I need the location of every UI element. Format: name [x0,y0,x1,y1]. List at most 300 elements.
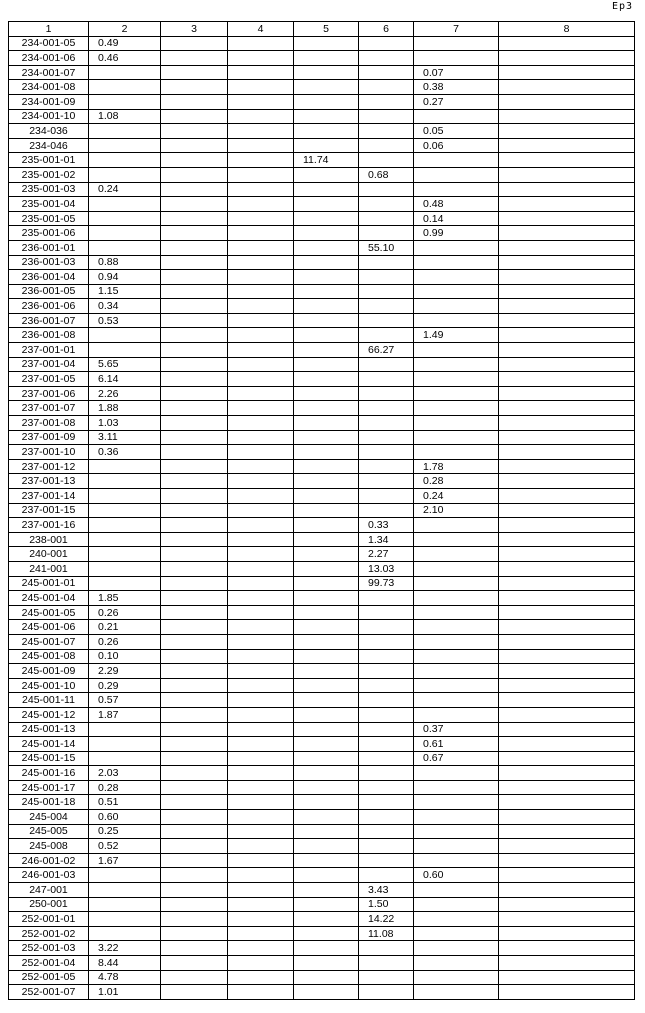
value-cell-col-7 [414,299,499,314]
value-cell-col-7 [414,518,499,533]
value-cell-col-5 [294,357,359,372]
value-cell-col-4 [228,591,294,606]
value-cell-col-4 [228,386,294,401]
value-cell-col-5 [294,503,359,518]
value-cell-col-7: 0.14 [414,211,499,226]
value-cell-col-4 [228,211,294,226]
value-cell-col-7 [414,51,499,66]
value-cell-col-3 [161,343,228,358]
value-cell-col-5 [294,810,359,825]
row-code-cell: 245-001-04 [9,591,89,606]
value-cell-col-8 [499,182,635,197]
value-cell-col-7 [414,182,499,197]
value-cell-col-6 [359,36,414,51]
value-cell-col-2: 3.22 [89,941,161,956]
row-code-cell: 235-001-05 [9,211,89,226]
value-cell-col-8 [499,124,635,139]
value-cell-col-2: 1.85 [89,591,161,606]
value-cell-col-4 [228,474,294,489]
value-cell-col-5 [294,416,359,431]
value-cell-col-4 [228,372,294,387]
table-row [9,94,635,109]
table-row [9,620,635,635]
value-cell-col-4 [228,226,294,241]
table-row [9,970,635,985]
row-code-cell: 245-001-14 [9,737,89,752]
value-cell-col-4 [228,868,294,883]
value-cell-col-3 [161,270,228,285]
value-cell-col-5 [294,766,359,781]
value-cell-col-8 [499,751,635,766]
table-row [9,780,635,795]
table-row [9,605,635,620]
value-cell-col-2: 0.10 [89,649,161,664]
value-cell-col-5 [294,430,359,445]
value-cell-col-8 [499,36,635,51]
value-cell-col-8 [499,138,635,153]
value-cell-col-7 [414,970,499,985]
value-cell-col-3 [161,182,228,197]
row-code-cell: 245-001-11 [9,693,89,708]
value-cell-col-5 [294,445,359,460]
table-row [9,153,635,168]
value-cell-col-3 [161,810,228,825]
table-row [9,883,635,898]
value-cell-col-6 [359,153,414,168]
row-code-cell: 252-001-04 [9,956,89,971]
row-code-cell: 245-001-12 [9,707,89,722]
value-cell-col-7 [414,255,499,270]
value-cell-col-4 [228,51,294,66]
value-cell-col-3 [161,226,228,241]
value-cell-col-3 [161,386,228,401]
row-code-cell: 245-001-09 [9,664,89,679]
value-cell-col-2 [89,124,161,139]
value-cell-col-5 [294,270,359,285]
value-cell-col-2 [89,240,161,255]
table-row [9,401,635,416]
value-cell-col-7 [414,153,499,168]
value-cell-col-7 [414,591,499,606]
value-cell-col-4 [228,926,294,941]
value-cell-col-7 [414,416,499,431]
value-cell-col-2 [89,561,161,576]
value-cell-col-4 [228,299,294,314]
row-code-cell: 235-001-06 [9,226,89,241]
value-cell-col-8 [499,853,635,868]
value-cell-col-5 [294,167,359,182]
value-cell-col-5 [294,532,359,547]
table-row [9,226,635,241]
value-cell-col-6 [359,839,414,854]
value-cell-col-2 [89,80,161,95]
table-row [9,299,635,314]
value-cell-col-2 [89,722,161,737]
value-cell-col-2: 0.24 [89,182,161,197]
value-cell-col-3 [161,255,228,270]
row-code-cell: 252-001-03 [9,941,89,956]
value-cell-col-4 [228,561,294,576]
value-cell-col-2: 0.88 [89,255,161,270]
value-cell-col-6 [359,591,414,606]
value-cell-col-5 [294,182,359,197]
value-cell-col-8 [499,503,635,518]
value-cell-col-4 [228,518,294,533]
value-cell-col-7 [414,678,499,693]
table-row [9,956,635,971]
value-cell-col-4 [228,401,294,416]
value-cell-col-5 [294,313,359,328]
value-cell-col-3 [161,459,228,474]
value-cell-col-5 [294,941,359,956]
value-cell-col-5 [294,518,359,533]
value-cell-col-4 [228,445,294,460]
row-code-cell: 252-001-07 [9,985,89,1000]
column-header-3: 3 [161,22,228,37]
value-cell-col-8 [499,926,635,941]
value-cell-col-2 [89,883,161,898]
value-cell-col-4 [228,970,294,985]
value-cell-col-2: 0.51 [89,795,161,810]
table-row [9,722,635,737]
value-cell-col-2: 0.94 [89,270,161,285]
value-cell-col-4 [228,503,294,518]
value-cell-col-5 [294,561,359,576]
value-cell-col-8 [499,328,635,343]
value-cell-col-8 [499,430,635,445]
value-cell-col-6: 0.33 [359,518,414,533]
value-cell-col-3 [161,722,228,737]
column-header-4: 4 [228,22,294,37]
column-header-8: 8 [499,22,635,37]
value-cell-col-8 [499,197,635,212]
table-row [9,897,635,912]
row-code-cell: 252-001-01 [9,912,89,927]
table-row [9,474,635,489]
value-cell-col-4 [228,620,294,635]
value-cell-col-4 [228,124,294,139]
value-cell-col-8 [499,707,635,722]
column-header-5: 5 [294,22,359,37]
value-cell-col-5 [294,226,359,241]
table-row [9,751,635,766]
value-cell-col-8 [499,620,635,635]
value-cell-col-3 [161,124,228,139]
value-cell-col-2 [89,94,161,109]
row-code-cell: 234-036 [9,124,89,139]
value-cell-col-8 [499,357,635,372]
value-cell-col-6 [359,853,414,868]
table-row [9,255,635,270]
value-cell-col-8 [499,737,635,752]
table-row [9,167,635,182]
value-cell-col-7 [414,620,499,635]
row-code-cell: 236-001-08 [9,328,89,343]
value-cell-col-6 [359,985,414,1000]
value-cell-col-6 [359,459,414,474]
value-cell-col-6 [359,386,414,401]
value-cell-col-3 [161,664,228,679]
value-cell-col-6 [359,941,414,956]
value-cell-col-7 [414,941,499,956]
table-row [9,737,635,752]
value-cell-col-2: 0.26 [89,634,161,649]
table-row [9,109,635,124]
value-cell-col-2: 1.08 [89,109,161,124]
value-cell-col-6 [359,197,414,212]
row-code-cell: 245-001-16 [9,766,89,781]
value-cell-col-4 [228,649,294,664]
value-cell-col-5 [294,751,359,766]
value-cell-col-7: 0.67 [414,751,499,766]
value-cell-col-7 [414,547,499,562]
row-code-cell: 237-001-09 [9,430,89,445]
value-cell-col-4 [228,605,294,620]
row-code-cell: 236-001-05 [9,284,89,299]
value-cell-col-5 [294,722,359,737]
table-row [9,693,635,708]
value-cell-col-5 [294,795,359,810]
value-cell-col-7: 1.49 [414,328,499,343]
value-cell-col-6 [359,401,414,416]
value-cell-col-2: 1.01 [89,985,161,1000]
value-cell-col-4 [228,459,294,474]
value-cell-col-2: 8.44 [89,956,161,971]
value-cell-col-8 [499,153,635,168]
row-code-cell: 237-001-01 [9,343,89,358]
value-cell-col-7 [414,167,499,182]
row-code-cell: 245-008 [9,839,89,854]
value-cell-col-3 [161,240,228,255]
value-cell-col-7 [414,313,499,328]
table-row [9,795,635,810]
value-cell-col-2 [89,459,161,474]
value-cell-col-2: 0.29 [89,678,161,693]
value-cell-col-7 [414,883,499,898]
value-cell-col-7: 0.06 [414,138,499,153]
value-cell-col-2 [89,489,161,504]
row-code-cell: 245-001-15 [9,751,89,766]
value-cell-col-2: 0.53 [89,313,161,328]
value-cell-col-4 [228,197,294,212]
value-cell-col-2: 4.78 [89,970,161,985]
row-code-cell: 235-001-01 [9,153,89,168]
value-cell-col-7 [414,926,499,941]
value-cell-col-8 [499,109,635,124]
value-cell-col-3 [161,518,228,533]
value-cell-col-8 [499,313,635,328]
value-cell-col-2: 1.88 [89,401,161,416]
value-cell-col-4 [228,956,294,971]
table-row [9,372,635,387]
value-cell-col-2 [89,751,161,766]
value-cell-col-8 [499,416,635,431]
value-cell-col-3 [161,197,228,212]
table-row [9,197,635,212]
value-cell-col-6 [359,182,414,197]
value-cell-col-2 [89,138,161,153]
value-cell-col-6 [359,824,414,839]
value-cell-col-8 [499,80,635,95]
table-row [9,649,635,664]
value-cell-col-6 [359,970,414,985]
value-cell-col-2: 2.29 [89,664,161,679]
value-cell-col-2: 0.46 [89,51,161,66]
value-cell-col-8 [499,547,635,562]
value-cell-col-5 [294,664,359,679]
value-cell-col-4 [228,810,294,825]
value-cell-col-4 [228,65,294,80]
value-cell-col-3 [161,445,228,460]
table-row [9,678,635,693]
value-cell-col-7 [414,605,499,620]
value-cell-col-3 [161,824,228,839]
value-cell-col-2: 0.21 [89,620,161,635]
row-code-cell: 237-001-08 [9,416,89,431]
table-row [9,824,635,839]
value-cell-col-8 [499,459,635,474]
row-code-cell: 241-001 [9,561,89,576]
value-cell-col-4 [228,547,294,562]
value-cell-col-6 [359,722,414,737]
value-cell-col-7: 0.48 [414,197,499,212]
table-row [9,547,635,562]
value-cell-col-4 [228,693,294,708]
row-code-cell: 237-001-16 [9,518,89,533]
table-row [9,343,635,358]
row-code-cell: 237-001-13 [9,474,89,489]
value-cell-col-7: 0.05 [414,124,499,139]
value-cell-col-4 [228,430,294,445]
value-cell-col-6 [359,649,414,664]
row-code-cell: 237-001-15 [9,503,89,518]
row-code-cell: 235-001-03 [9,182,89,197]
value-cell-col-4 [228,576,294,591]
value-cell-col-4 [228,94,294,109]
value-cell-col-6: 55.10 [359,240,414,255]
value-cell-col-7 [414,985,499,1000]
value-cell-col-3 [161,853,228,868]
value-cell-col-8 [499,591,635,606]
value-cell-col-4 [228,182,294,197]
value-cell-col-8 [499,839,635,854]
value-cell-col-3 [161,985,228,1000]
value-cell-col-4 [228,255,294,270]
row-code-cell: 236-001-06 [9,299,89,314]
value-cell-col-4 [228,153,294,168]
value-cell-col-4 [228,751,294,766]
table-row [9,445,635,460]
row-code-cell: 237-001-06 [9,386,89,401]
value-cell-col-3 [161,51,228,66]
value-cell-col-8 [499,94,635,109]
value-cell-col-3 [161,634,228,649]
value-cell-col-5 [294,707,359,722]
value-cell-col-6 [359,795,414,810]
value-cell-col-4 [228,240,294,255]
value-cell-col-7: 0.60 [414,868,499,883]
value-cell-col-5 [294,197,359,212]
value-cell-col-3 [161,65,228,80]
value-cell-col-7 [414,270,499,285]
value-cell-col-3 [161,926,228,941]
value-cell-col-2: 0.57 [89,693,161,708]
value-cell-col-3 [161,576,228,591]
value-cell-col-6 [359,211,414,226]
table-row [9,138,635,153]
value-cell-col-6 [359,65,414,80]
value-cell-col-5 [294,211,359,226]
value-cell-col-6 [359,751,414,766]
value-cell-col-7 [414,824,499,839]
value-cell-col-2: 2.26 [89,386,161,401]
row-code-cell: 245-001-05 [9,605,89,620]
value-cell-col-7 [414,532,499,547]
value-cell-col-5 [294,299,359,314]
value-cell-col-4 [228,707,294,722]
value-cell-col-2 [89,576,161,591]
table-row [9,270,635,285]
value-cell-col-4 [228,270,294,285]
value-cell-col-5 [294,576,359,591]
value-cell-col-8 [499,912,635,927]
value-cell-col-8 [499,240,635,255]
value-cell-col-6 [359,138,414,153]
row-code-cell: 235-001-02 [9,167,89,182]
value-cell-col-5 [294,883,359,898]
row-code-cell: 245-005 [9,824,89,839]
value-cell-col-7 [414,664,499,679]
value-cell-col-3 [161,941,228,956]
row-code-cell: 245-001-13 [9,722,89,737]
value-cell-col-8 [499,664,635,679]
value-cell-col-2 [89,532,161,547]
value-cell-col-4 [228,766,294,781]
value-cell-col-2 [89,474,161,489]
row-code-cell: 247-001 [9,883,89,898]
value-cell-col-6: 66.27 [359,343,414,358]
row-code-cell: 237-001-10 [9,445,89,460]
value-cell-col-5 [294,605,359,620]
value-cell-col-8 [499,445,635,460]
value-cell-col-4 [228,167,294,182]
value-cell-col-2: 0.28 [89,780,161,795]
value-cell-col-8 [499,941,635,956]
row-code-cell: 234-001-09 [9,94,89,109]
value-cell-col-3 [161,883,228,898]
value-cell-col-7: 0.37 [414,722,499,737]
column-header-1: 1 [9,22,89,37]
value-cell-col-6 [359,634,414,649]
header-row [9,22,635,37]
row-code-cell: 234-001-08 [9,80,89,95]
value-cell-col-8 [499,576,635,591]
value-cell-col-6 [359,956,414,971]
value-cell-col-5 [294,985,359,1000]
row-code-cell: 252-001-05 [9,970,89,985]
value-cell-col-5 [294,620,359,635]
value-cell-col-7 [414,693,499,708]
value-cell-col-2 [89,65,161,80]
table-row [9,313,635,328]
value-cell-col-4 [228,109,294,124]
value-cell-col-6: 99.73 [359,576,414,591]
value-cell-col-8 [499,401,635,416]
value-cell-col-8 [499,343,635,358]
value-cell-col-2 [89,737,161,752]
row-code-cell: 237-001-04 [9,357,89,372]
table-row [9,576,635,591]
